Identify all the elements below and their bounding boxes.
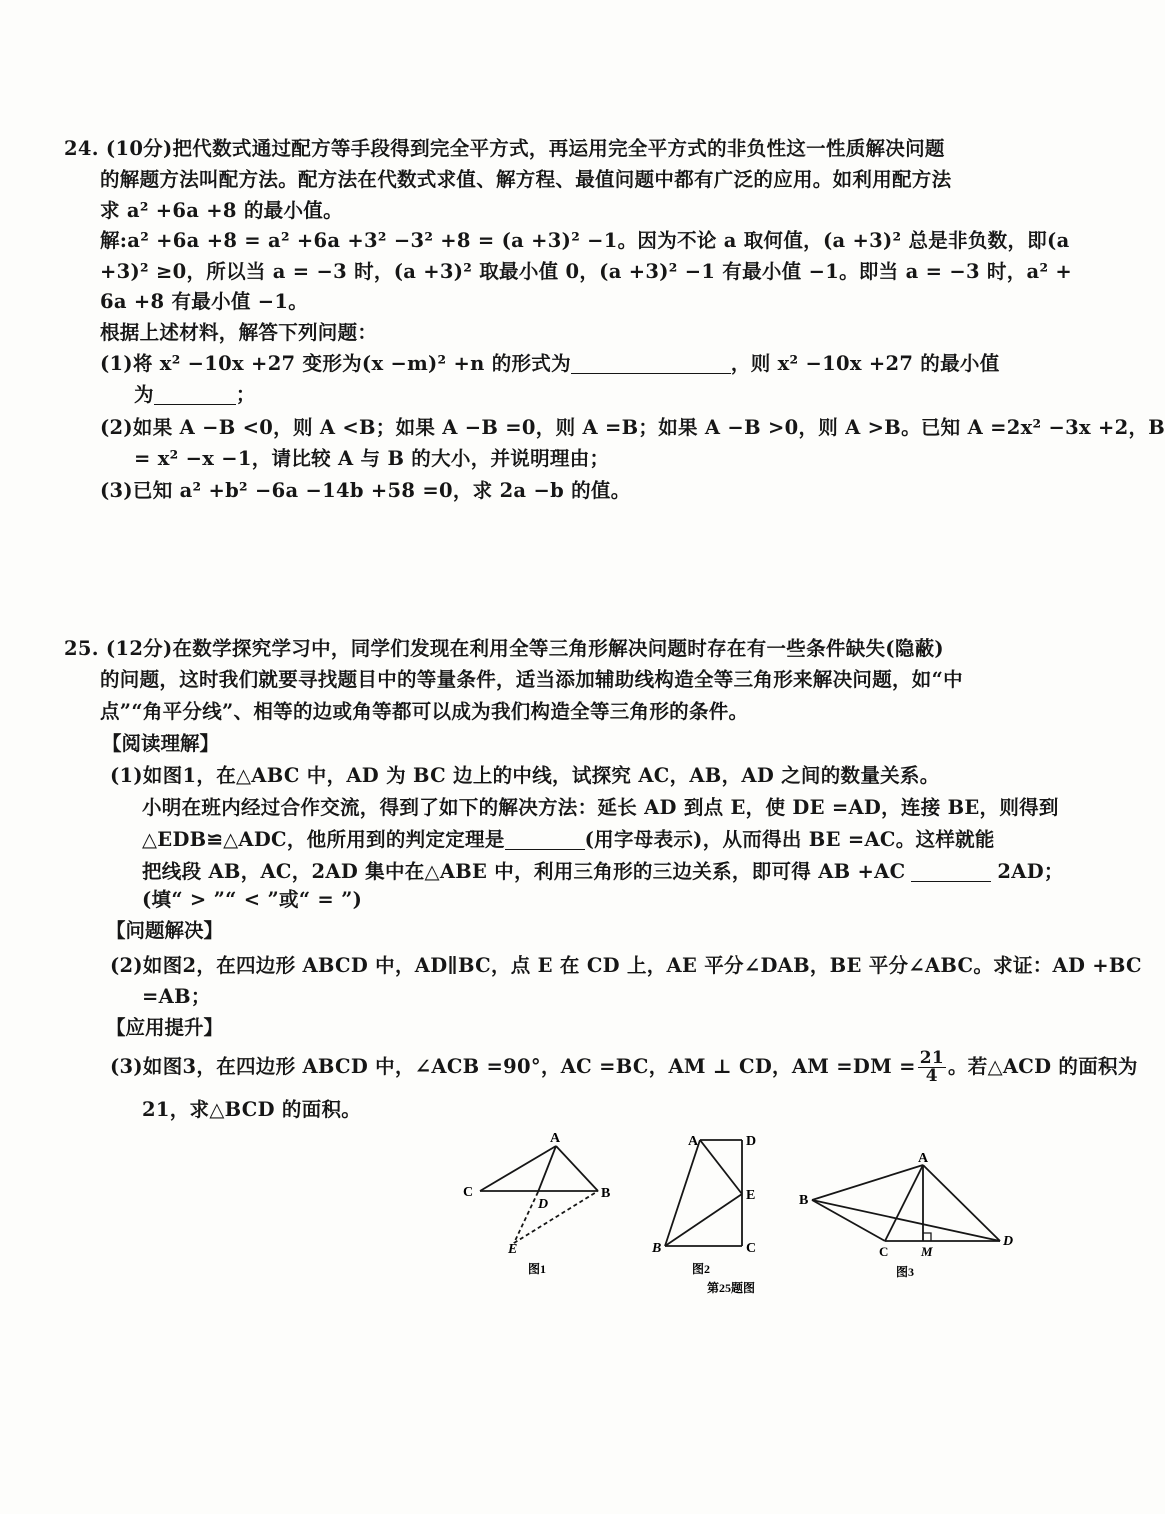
answer-blank-2[interactable]: [154, 386, 236, 405]
fig1-segment-EB: [514, 1191, 598, 1243]
q25-part-1-d: [142, 857, 1064, 887]
fig2-label-E: E: [746, 1188, 756, 1203]
q25-part-1-d2: 2AD；: [997, 860, 1064, 883]
q24-instruction: 根据上述材料，解答下列问题：: [100, 321, 378, 344]
q24-solution-1: 解:a² +6a +8 = a² +6a +3² −3² +8 = (a +3)² −1。因为不论 a 取何值，(a +3)² 总是非负数，即(a: [100, 229, 1070, 252]
q25-number: 25.: [64, 637, 99, 660]
fig1-label-A: A: [550, 1131, 561, 1146]
q24-solution-3: 6a +8 有最小值 −1。: [100, 290, 309, 313]
fig2-caption: 图2: [692, 1262, 711, 1276]
q25-part-2-cont: =AB；: [142, 985, 211, 1008]
fig3-segment-AD: [923, 1165, 1000, 1241]
answer-blank-3[interactable]: [505, 831, 585, 850]
q25-part-1-c1: △EDB≌△ADC，他所用到的判定定理是: [142, 828, 505, 851]
q25-part-3-cont: 21，求△BCD 的面积。: [142, 1098, 362, 1121]
section-problem: 【问题解决】: [106, 919, 224, 942]
q24-text-1: (10分)把代数式通过配方等手段得到完全平方式，再运用完全平方式的非负性这一性质解决问题: [105, 137, 945, 160]
fig2-segment-AB: [665, 1140, 700, 1246]
figure-1: [480, 1146, 598, 1243]
fig2-label-D: D: [746, 1134, 757, 1149]
q25-part-1-c: [142, 825, 995, 855]
fig2-label-C: C: [746, 1241, 757, 1256]
answer-blank-1[interactable]: [571, 355, 731, 374]
q25-part-1-c2: (用字母表示)，从而得出 BE =AC。这样就能: [584, 828, 995, 851]
fig3-segment-BA: [812, 1165, 923, 1200]
section-reading: 【阅读理解】: [102, 732, 220, 755]
q25-part-1-b: 小明在班内经过合作交流，得到了如下的解决方法：延长 AD 到点 E，使 DE =AD，连接 BE，则得到: [142, 796, 1059, 819]
q25-line-1: [64, 634, 944, 664]
q25-part-3-a: (3)如图3，在四边形 ABCD 中，∠ACB =90°，AC =BC，AM ⊥ CD，AM =DM =: [110, 1055, 916, 1078]
q24-part-1-cont: [134, 380, 256, 410]
fig1-label-E: E: [508, 1242, 518, 1257]
q24-part-3: (3)已知 a² +b² −6a −14b +58 =0，求 2a −b 的值。: [100, 479, 631, 502]
fig3-caption: 图3: [896, 1265, 915, 1279]
section-application: 【应用提升】: [106, 1016, 224, 1039]
q24-part-2-cont: = x² −x −1，请比较 A 与 B 的大小，并说明理由；: [134, 447, 610, 470]
fig2-label-A: A: [688, 1134, 699, 1149]
q24-part-1-text-a: (1)将 x² −10x +27 变形为(x −m)² +n 的形式为: [100, 352, 571, 375]
q24-part-1: [100, 349, 1000, 379]
figure-2: [665, 1140, 742, 1246]
fig3-segment-BC: [812, 1200, 885, 1241]
q24-part-1-text-b: ，则 x² −10x +27 的最小值: [730, 352, 1000, 375]
fraction-denominator: 4: [925, 1066, 938, 1086]
fraction-numerator: 21: [919, 1048, 944, 1068]
answer-blank-4[interactable]: [911, 863, 991, 882]
figure-3: [812, 1165, 1000, 1241]
fig1-segment-AD: [538, 1146, 556, 1192]
q25-part-1-d1: 把线段 AB，AC，2AD 集中在△ABE 中，利用三角形的三边关系，即可得 AB +AC: [142, 860, 906, 883]
fig3-label-A: A: [918, 1151, 929, 1166]
fig3-label-M: M: [921, 1244, 933, 1259]
fig1-segment-AB: [556, 1146, 598, 1191]
q24-part-2: (2)如果 A −B <0，则 A <B；如果 A −B =0，则 A =B；如果 A −B >0，则 A >B。已知 A =2x² −3x +2，B: [100, 416, 1165, 439]
q24-number: 24.: [64, 137, 99, 160]
q25-line-3: 点”“角平分线”、相等的边或角等都可以成为我们构造全等三角形的条件。: [100, 700, 749, 723]
fig3-right-angle-mark: [923, 1233, 931, 1241]
q24-part-1-text-c: 为: [134, 383, 154, 406]
fig1-segment-CA: [480, 1146, 556, 1191]
q24-line-3: 求 a² +6a +8 的最小值。: [100, 199, 343, 222]
fig3-label-C: C: [879, 1244, 889, 1259]
fig3-label-D: D: [1003, 1234, 1014, 1249]
fig3-label-B: B: [799, 1193, 809, 1208]
q25-part-2: (2)如图2，在四边形 ABCD 中，AD∥BC，点 E 在 CD 上，AE 平分∠DAB，BE 平分∠ABC。求证：AD +BC: [110, 954, 1142, 977]
q25-text-1: (12分)在数学探究学习中，同学们发现在利用全等三角形解决问题时存在有一些条件缺失(隐蔽): [105, 637, 944, 660]
fig2-segment-BE: [665, 1194, 742, 1246]
q25-part-3: [110, 1050, 1138, 1085]
fig3-segment-BD: [812, 1200, 1000, 1241]
q25-part-3-b: 。若△ACD 的面积为: [947, 1055, 1138, 1078]
fig2-label-B: B: [652, 1241, 662, 1256]
q24-solution-2: +3)² ≥0，所以当 a = −3 时，(a +3)² 取最小值 0，(a +3)² −1 有最小值 −1。即当 a = −3 时，a² +: [100, 260, 1073, 283]
q24-part-1-text-d: ；: [235, 383, 256, 406]
fig1-label-D: D: [538, 1197, 549, 1212]
figure-group-caption: 第25题图: [707, 1281, 756, 1295]
fig1-label-C: C: [463, 1185, 474, 1200]
fig1-label-B: B: [601, 1186, 611, 1201]
q25-part-1-e: (填“ > ”“ < ”或“ = ”): [142, 888, 363, 911]
fig3-segment-AC: [885, 1165, 923, 1241]
figures-q25: [440, 1125, 1030, 1300]
q24-line-2: 的解题方法叫配方法。配方法在代数式求值、解方程、最值问题中都有广泛的应用。如利用配方法: [100, 168, 952, 191]
q25-line-2: 的问题，这时我们就要寻找题目中的等量条件，适当添加辅助线构造全等三角形来解决问题，如“中: [100, 668, 963, 691]
q24-line-1: [64, 134, 945, 164]
fig2-segment-AE: [700, 1140, 742, 1194]
fraction-21-4: [918, 1050, 946, 1085]
fig1-caption: 图1: [528, 1262, 547, 1276]
q25-part-1: (1)如图1，在△ABC 中，AD 为 BC 边上的中线，试探究 AC，AB，AD 之间的数量关系。: [110, 764, 940, 787]
